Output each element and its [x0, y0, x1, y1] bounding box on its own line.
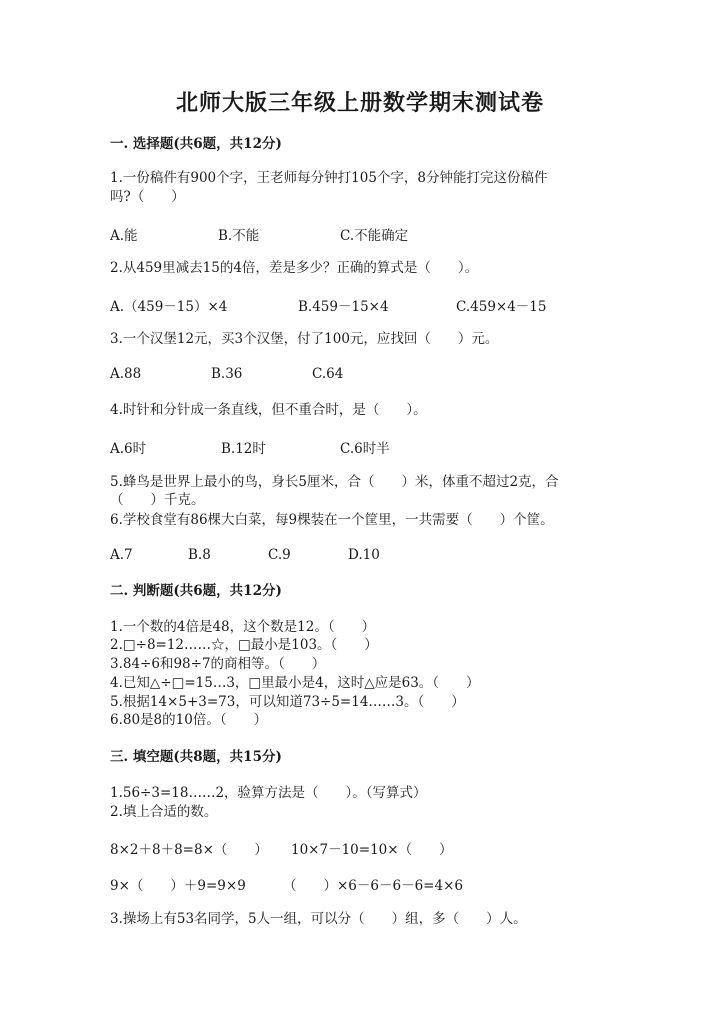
list-item: 3.84÷6和98÷7的商相等。（ ）	[110, 656, 326, 672]
option-c: C.不能确定	[340, 228, 409, 244]
question-text: 6.学校食堂有86棵大白菜，每9棵装在一个筐里，一共需要（ ）个筐。	[110, 512, 554, 528]
question-text: 2.填上合适的数。	[110, 804, 218, 820]
equation: 10×7－10=10×（ ）	[291, 842, 453, 858]
option-b: B.459－15×4	[298, 299, 389, 315]
list-item: 4.已知△÷□=15…3，□里最小是4，这时△应是63。（ ）	[110, 675, 480, 691]
question-text: （ ）千克。	[110, 492, 205, 508]
option-c: C.6时半	[340, 441, 390, 457]
option-c: C.9	[268, 547, 291, 563]
option-a: A.6时	[110, 441, 147, 457]
section-heading-judge: 二. 判断题(共6题，共12分)	[110, 583, 282, 599]
option-b: B.36	[211, 366, 243, 382]
list-item: 5.根据14×5+3=73，可以知道73÷5=14……3。（ ）	[110, 694, 465, 710]
question-text: 4.时针和分针成一条直线，但不重合时，是（ ）。	[110, 402, 427, 418]
question-text: 吗?（ ）	[110, 189, 185, 205]
equation: 9×（ ）＋9=9×9	[110, 878, 246, 894]
equation: （ ）×6－6－6－6=4×6	[283, 878, 463, 894]
option-b: B.12时	[221, 441, 266, 457]
option-a: A.能	[110, 228, 138, 244]
option-a: A.7	[110, 547, 133, 563]
page-title: 北师大版三年级上册数学期末测试卷	[175, 90, 544, 116]
question-text: 5.蜂鸟是世界上最小的鸟，身长5厘米，合（ ）米，体重不超过2克，合	[110, 474, 559, 490]
list-item: 2.□÷8=12……☆，□最小是103。（ ）	[110, 637, 378, 653]
list-item: 1.一个数的4倍是48，这个数是12。（ ）	[110, 619, 376, 635]
list-item: 6.80是8的10倍。（ ）	[110, 712, 268, 728]
option-b: B.8	[188, 547, 211, 563]
option-d: D.10	[348, 547, 380, 563]
section-heading-fill: 三. 填空题(共8题，共15分)	[110, 749, 282, 765]
question-text: 1.56÷3=18……2，验算方法是（ ）。（写算式）	[110, 785, 427, 801]
option-a: A.88	[110, 366, 142, 382]
section-heading-choice: 一. 选择题(共6题，共12分)	[110, 136, 282, 152]
option-a: A.（459－15）×4	[110, 299, 228, 315]
option-c: C.459×4－15	[456, 299, 547, 315]
question-text: 3.一个汉堡12元，买3个汉堡，付了100元，应找回（ ）元。	[110, 331, 499, 347]
question-text: 1.一份稿件有900个字，王老师每分钟打105个字，8分钟能打完这份稿件	[110, 170, 548, 186]
question-text: 2.从459里减去15的4倍，差是多少？正确的算式是（ ）。	[110, 260, 479, 276]
question-text: 3.操场上有53名同学，5人一组，可以分（ ）组，多（ ）人。	[110, 911, 527, 927]
equation: 8×2＋8＋8=8×（ ）	[110, 842, 268, 858]
option-c: C.64	[312, 366, 344, 382]
option-b: B.不能	[218, 228, 260, 244]
